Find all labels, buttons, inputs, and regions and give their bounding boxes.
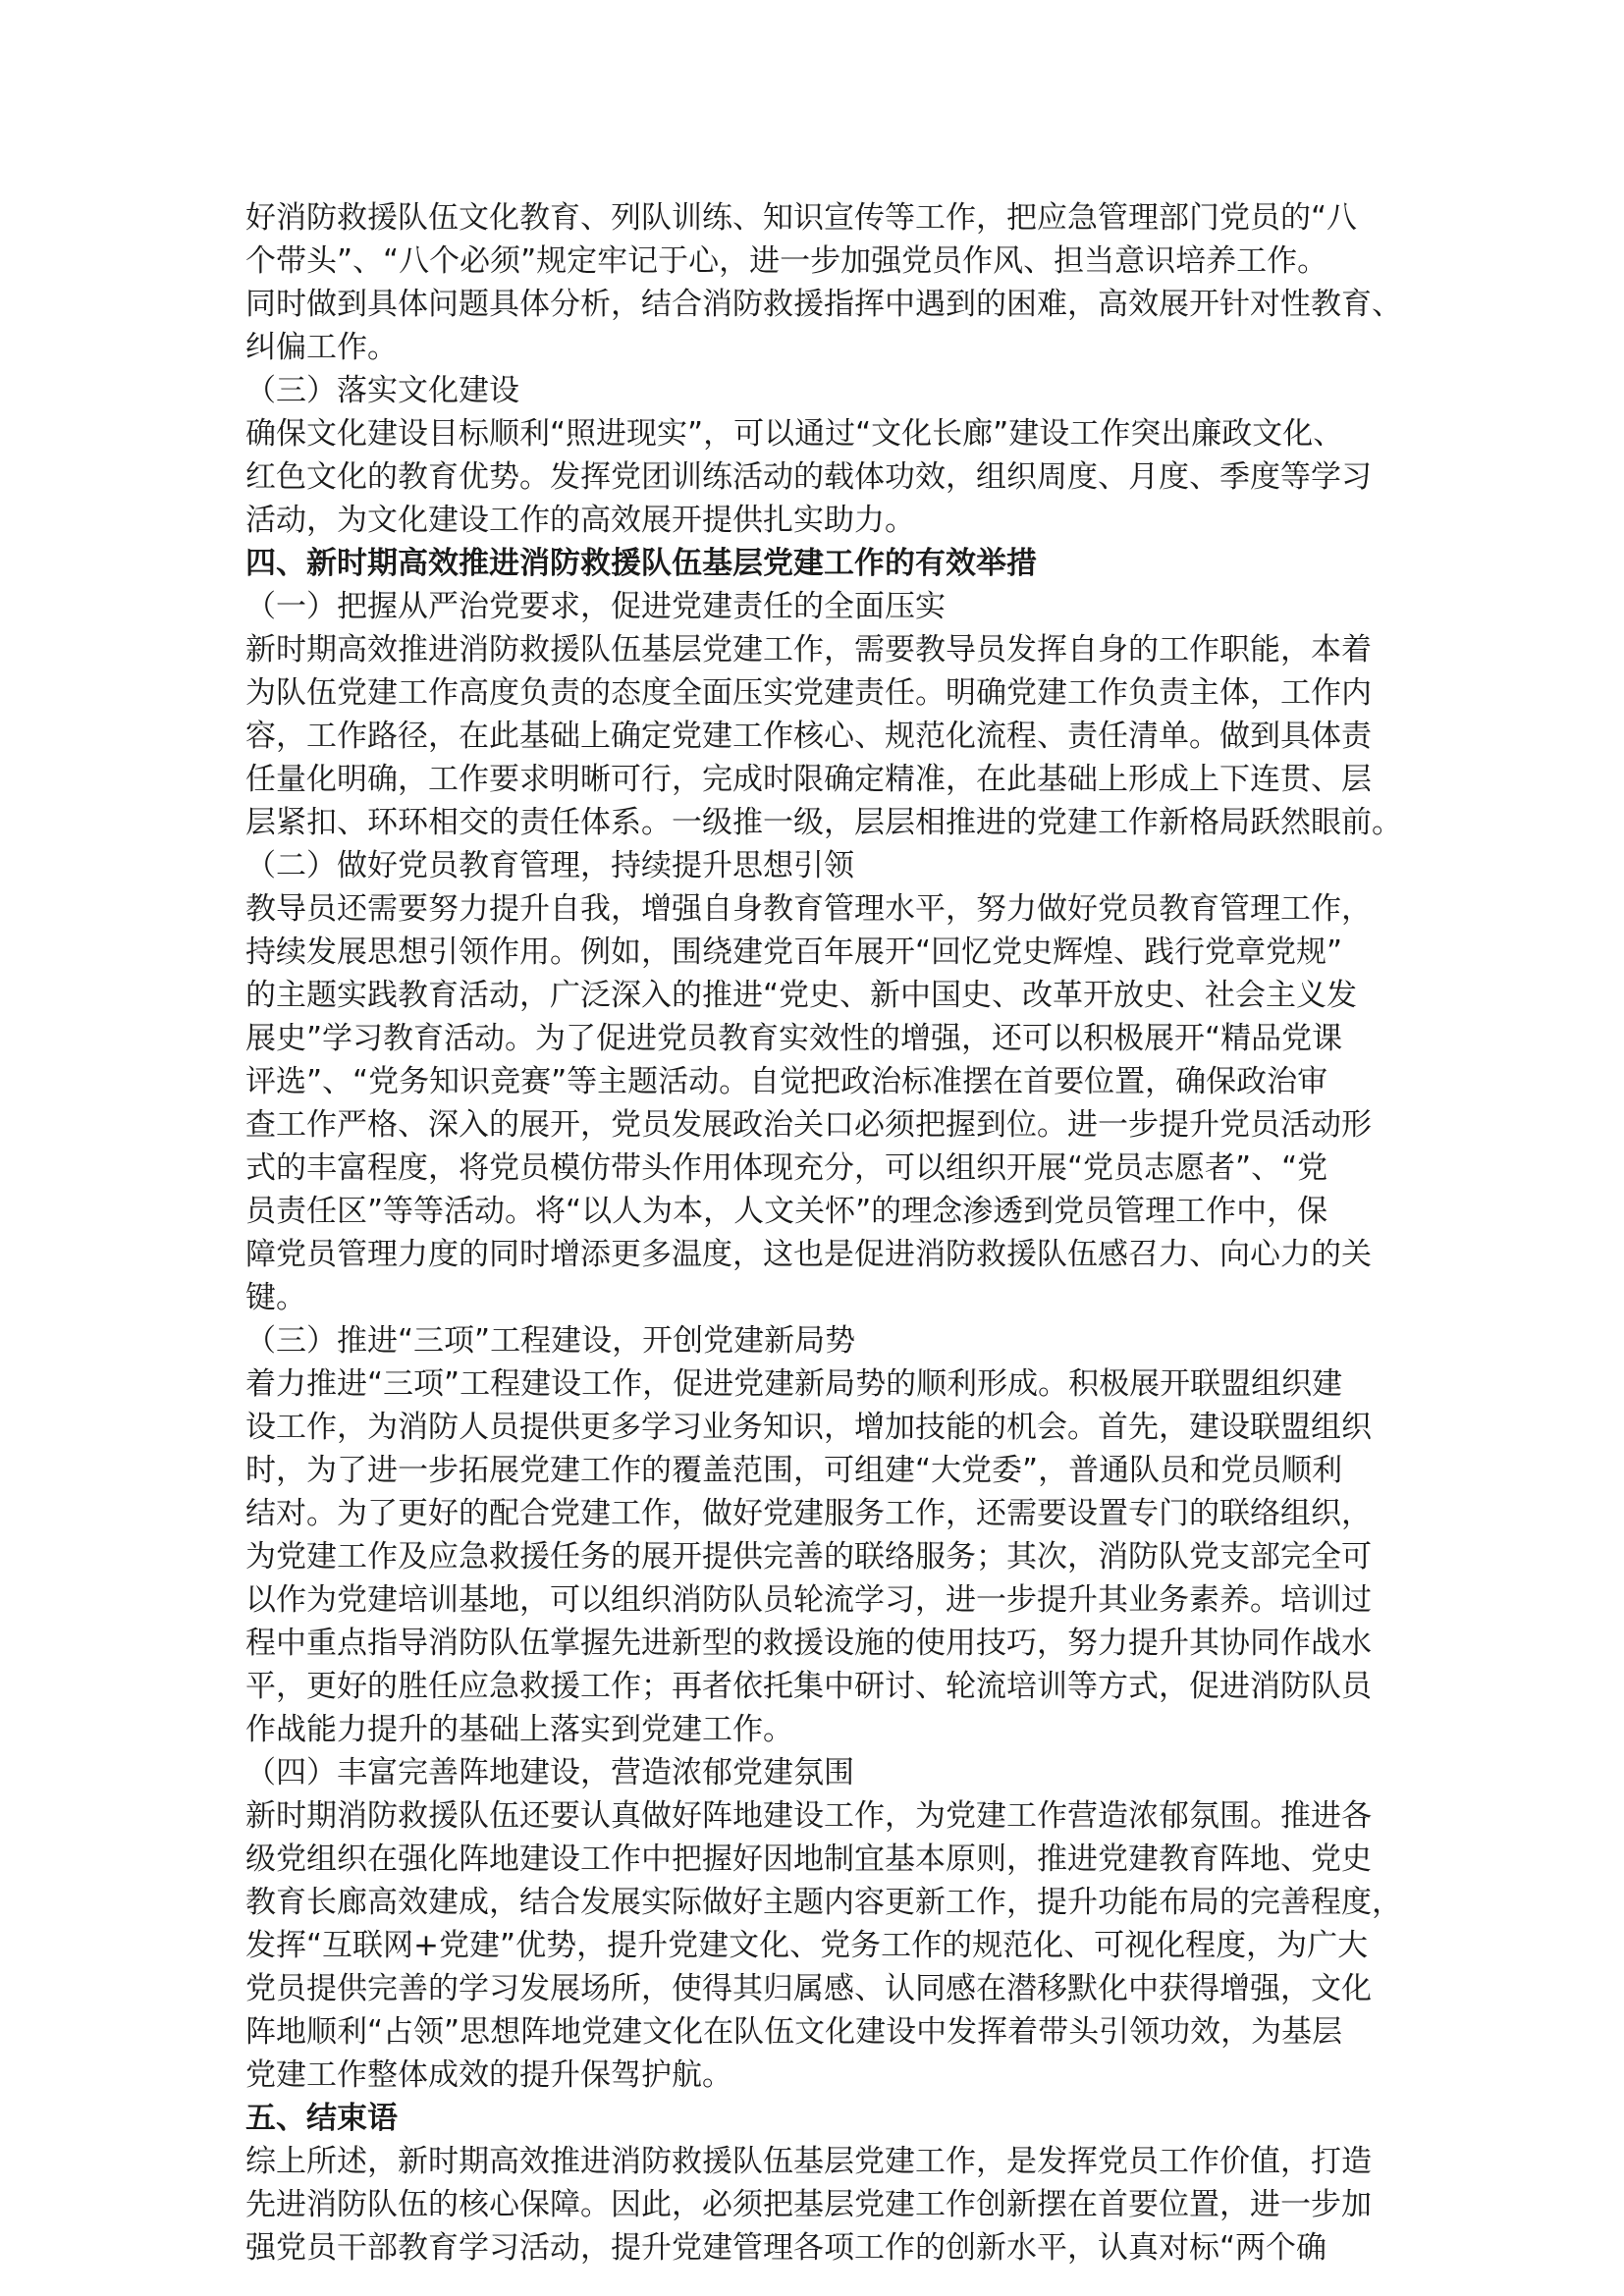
text-line: 以作为党建培训基地，可以组织消防队员轮流学习，进一步提升其业务素养。培训过: [245, 1582, 1372, 1618]
text-line: 容，工作路径，在此基础上确定党建工作核心、规范化流程、责任清单。做到具体责: [245, 719, 1372, 754]
text-line: 程中重点指导消防队伍掌握先进新型的救援设施的使用技巧，努力提升其协同作战水: [245, 1626, 1372, 1661]
text-line: 强党员干部教育学习活动，提升党建管理各项工作的创新水平，认真对标“两个确: [245, 2230, 1327, 2266]
text-line: 纠偏工作。: [245, 330, 398, 365]
text-line: 教育长廊高效建成，结合发展实际做好主题内容更新工作，提升功能布局的完善程度，: [245, 1885, 1402, 1920]
text-line: 级党组织在强化阵地建设工作中把握好因地制宜基本原则，推进党建教育阵地、党史: [245, 1842, 1372, 1877]
text-line: 先进消防队伍的核心保障。因此，必须把基层党建工作创新摆在首要位置，进一步加: [245, 2187, 1372, 2222]
text-line: 的主题实践教育活动，广泛深入的推进“党史、新中国史、改革开放史、社会主义发: [245, 978, 1358, 1013]
paragraph-4-4: [245, 1794, 1402, 2097]
text-line: 教导员还需要努力提升自我，增强自身教育管理水平，努力做好党员教育管理工作，: [245, 891, 1372, 927]
document-page: [245, 196, 1402, 2269]
subheading-culture-building: （三）落实文化建设: [245, 373, 519, 408]
culture-building-paragraph: [245, 412, 1386, 542]
text-line: 发挥“互联网+党建”优势，提升党建文化、党务工作的规范化、可视化程度，为广大: [245, 1928, 1369, 1963]
text-line: 阵地顺利“占领”思想阵地党建文化在队伍文化建设中发挥着带头引领功效，为基层: [245, 2014, 1343, 2050]
text-line: 设工作，为消防人员提供更多学习业务知识，增加技能的机会。首先，建设联盟组织: [245, 1410, 1372, 1445]
text-line: 个带头”、“八个必须”规定牢记于心，进一步加强党员作风、担当意识培养工作。: [245, 243, 1328, 279]
section-heading-5: 五、结束语: [245, 2101, 398, 2136]
text-line: 任量化明确，工作要求明晰可行，完成时限确定精准，在此基础上形成上下连贯、层: [245, 762, 1372, 797]
text-line: 员责任区”等等活动。将“以人为本，人文关怀”的理念渗透到党员管理工作中，保: [245, 1194, 1328, 1229]
text-line: 着力推进“三项”工程建设工作，促进党建新局势的顺利形成。积极展开联盟组织建: [245, 1366, 1343, 1402]
text-line: 结对。为了更好的配合党建工作，做好党建服务工作，还需要设置专门的联络组织，: [245, 1496, 1372, 1531]
text-line: 同时做到具体问题具体分析，结合消防救援指挥中遇到的困难，高效展开针对性教育、: [245, 287, 1402, 322]
conclusion-paragraph: [245, 2140, 1386, 2269]
text-line: 综上所述，新时期高效推进消防救援队伍基层党建工作，是发挥党员工作价值，打造: [245, 2144, 1372, 2179]
subheading-4-3: （三）推进“三项”工程建设，开创党建新局势: [245, 1323, 856, 1359]
text-line: 红色文化的教育优势。发挥党团训练活动的载体功效，组织周度、月度、季度等学习: [245, 459, 1372, 495]
text-line: 键。: [245, 1280, 306, 1315]
text-line: 持续发展思想引领作用。例如，围绕建党百年展开“回忆党史辉煌、践行党章党规”: [245, 934, 1343, 970]
text-line: 为队伍党建工作高度负责的态度全面压实党建责任。明确党建工作负责主体，工作内: [245, 675, 1372, 711]
paragraph-4-1: [245, 628, 1402, 844]
text-line: 平，更好的胜任应急救援工作；再者依托集中研讨、轮流培训等方式，促进消防队员: [245, 1669, 1372, 1704]
text-line: 活动，为文化建设工作的高效展开提供扎实助力。: [245, 503, 915, 538]
text-line: 展史”学习教育活动。为了促进党员教育实效性的增强，还可以积极展开“精品党课: [245, 1021, 1343, 1056]
text-line: 确保文化建设目标顺利“照进现实”，可以通过“文化长廊”建设工作突出廉政文化、: [245, 416, 1344, 452]
text-line: 障党员管理力度的同时增添更多温度，这也是促进消防救援队伍感召力、向心力的关: [245, 1237, 1372, 1272]
text-line: 评选”、“党务知识竞赛”等主题活动。自觉把政治标准摆在首要位置，确保政治审: [245, 1064, 1328, 1099]
subheading-4-2: （二）做好党员教育管理，持续提升思想引领: [245, 848, 854, 883]
intro-paragraph: [245, 196, 1402, 369]
text-line: 党建工作整体成效的提升保驾护航。: [245, 2057, 732, 2093]
paragraph-4-2: [245, 887, 1386, 1319]
text-line: 式的丰富程度，将党员模仿带头作用体现充分，可以组织开展“党员志愿者”、“党: [245, 1150, 1328, 1186]
text-line: 查工作严格、深入的展开，党员发展政治关口必须把握到位。进一步提升党员活动形: [245, 1107, 1372, 1143]
text-line: 新时期高效推进消防救援队伍基层党建工作，需要教导员发挥自身的工作职能，本着: [245, 632, 1372, 667]
text-line: 层紧扣、环环相交的责任体系。一级推一级，层层相推进的党建工作新格局跃然眼前。: [245, 805, 1402, 840]
text-line: 党员提供完善的学习发展场所，使得其归属感、认同感在潜移默化中获得增强，文化: [245, 1971, 1372, 2006]
text-line: 新时期消防救援队伍还要认真做好阵地建设工作，为党建工作营造浓郁氛围。推进各: [245, 1798, 1372, 1834]
subheading-4-1: （一）把握从严治党要求，促进党建责任的全面压实: [245, 589, 946, 624]
text-line: 好消防救援队伍文化教育、列队训练、知识宣传等工作，把应急管理部门党员的“八: [245, 200, 1358, 236]
paragraph-4-3: [245, 1362, 1386, 1751]
text-line: 时，为了进一步拓展党建工作的覆盖范围，可组建“大党委”，普通队员和党员顺利: [245, 1453, 1343, 1488]
subheading-4-4: （四）丰富完善阵地建设，营造浓郁党建氛围: [245, 1755, 854, 1790]
section-heading-4: 四、新时期高效推进消防救援队伍基层党建工作的有效举措: [245, 546, 1037, 581]
text-line: 为党建工作及应急救援任务的展开提供完善的联络服务；其次，消防队党支部完全可: [245, 1539, 1372, 1575]
text-line: 作战能力提升的基础上落实到党建工作。: [245, 1712, 793, 1747]
